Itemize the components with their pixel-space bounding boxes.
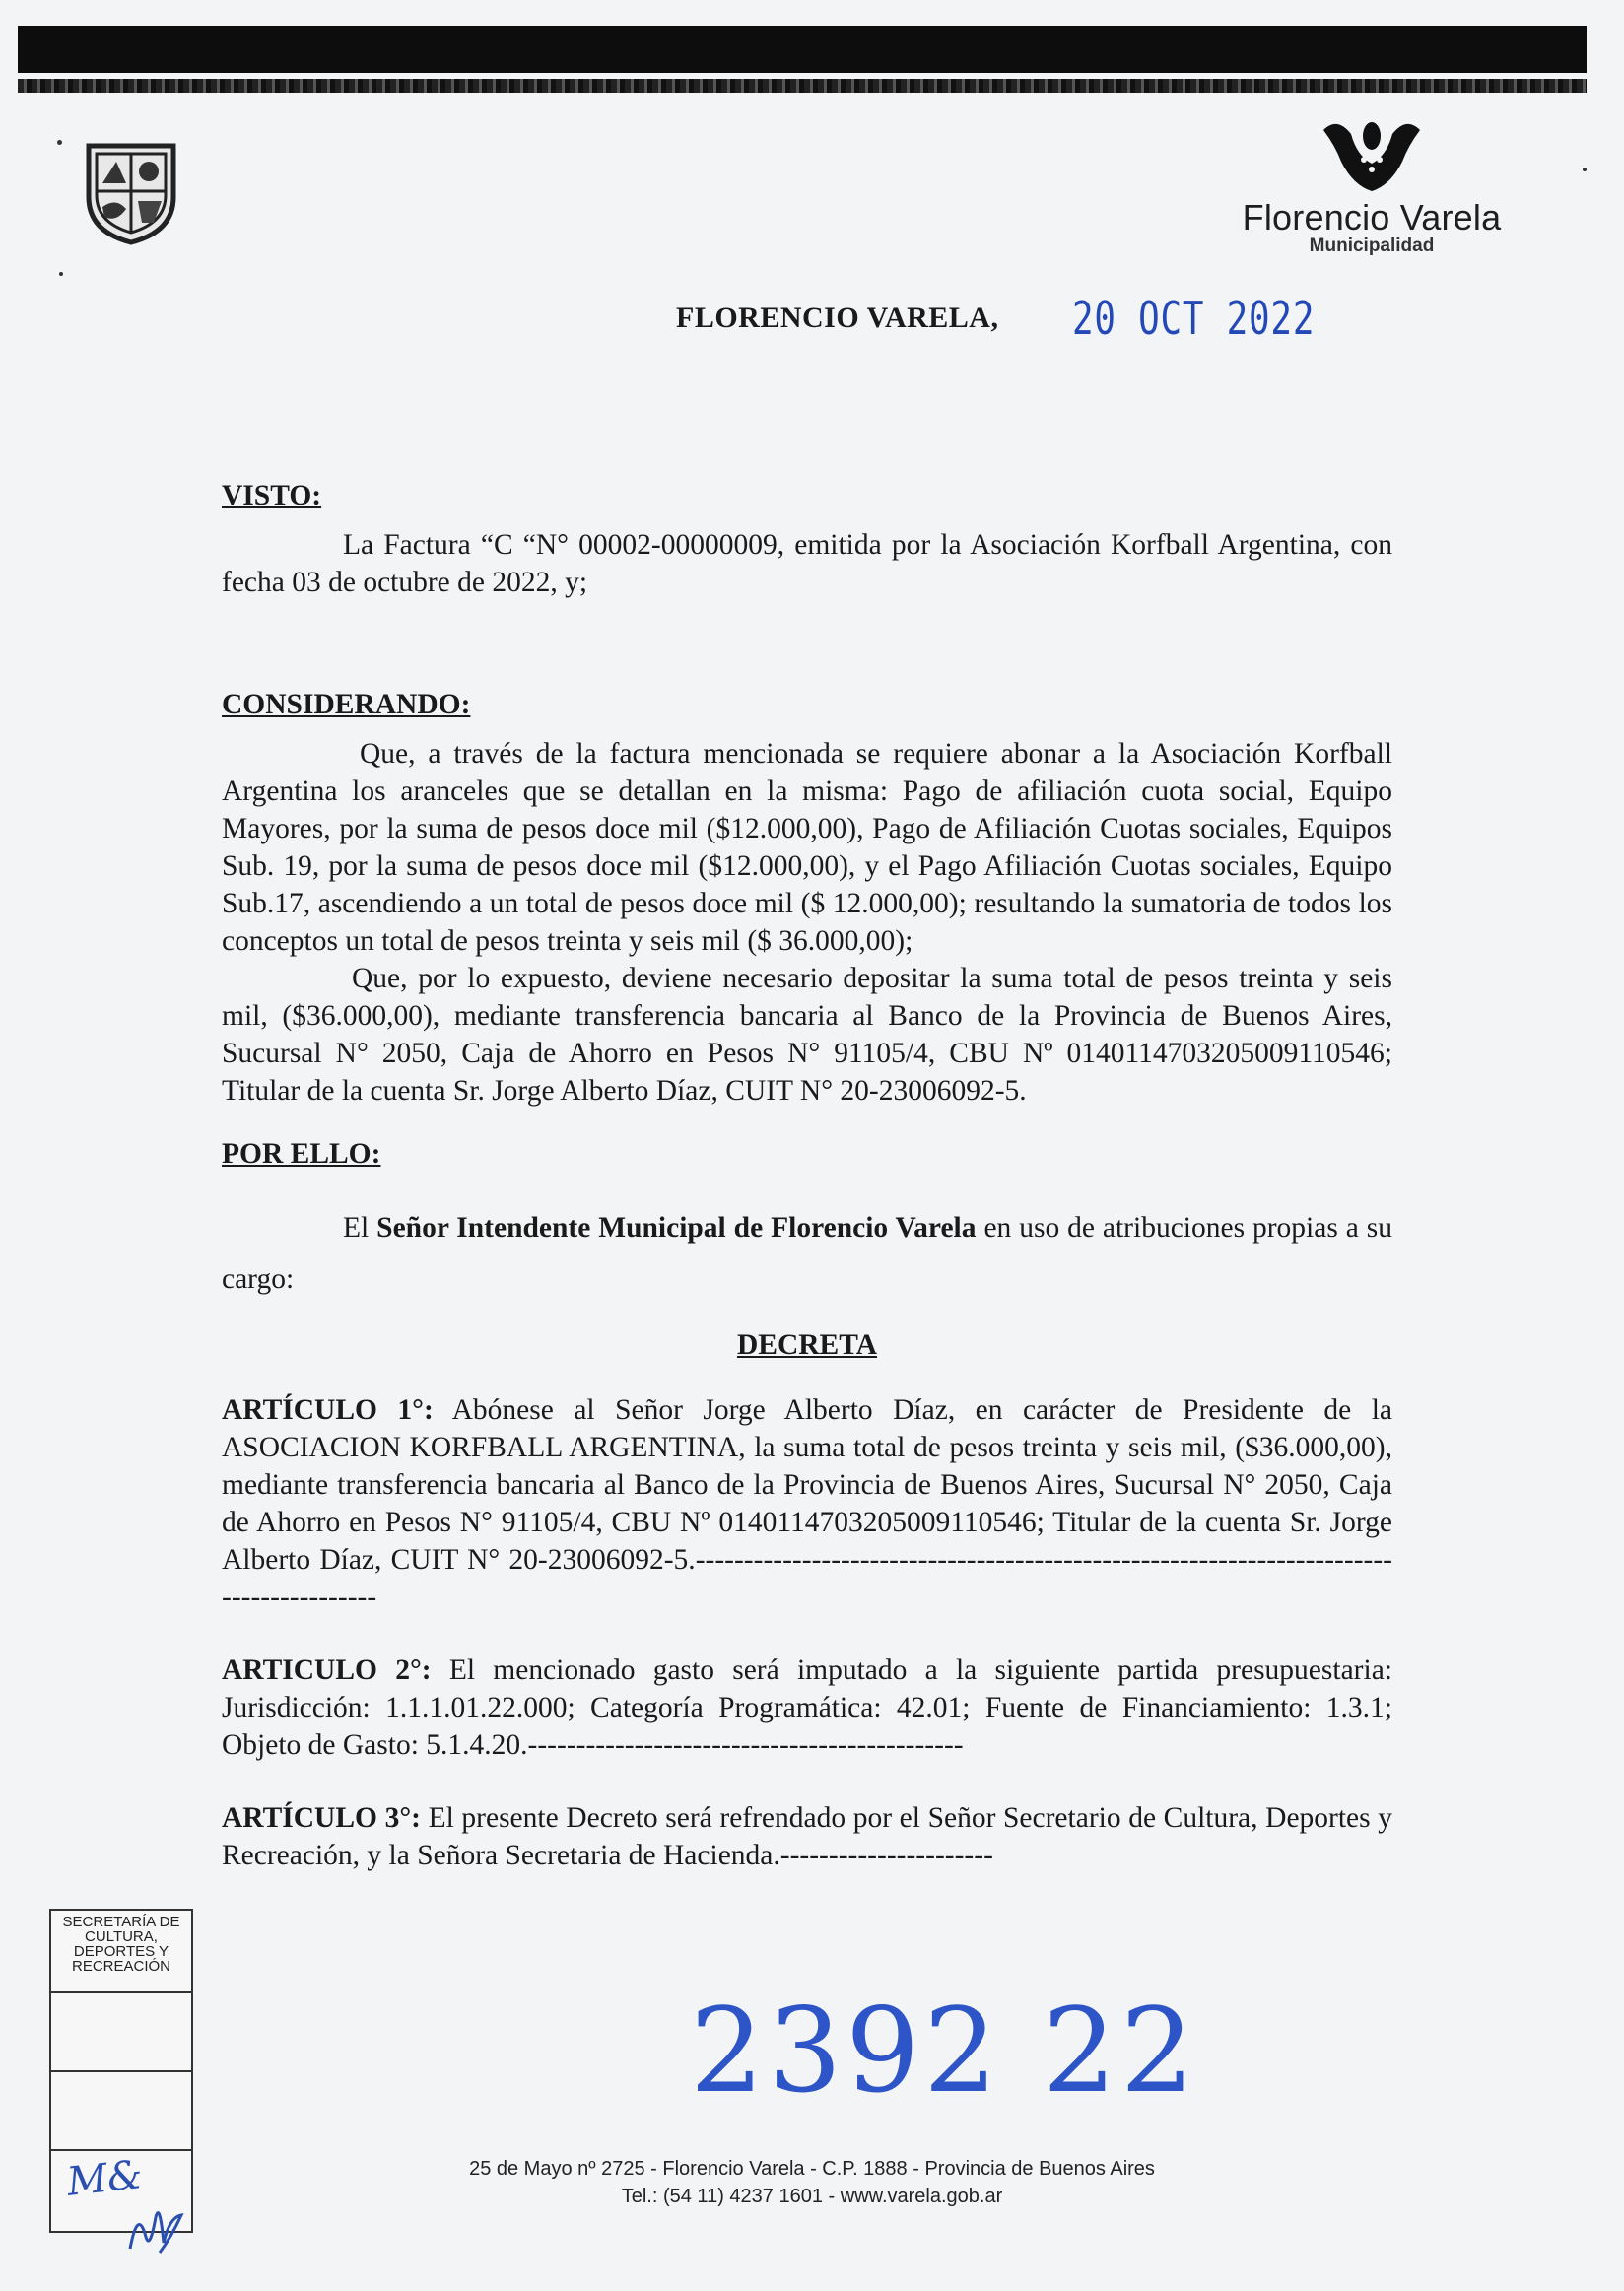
document-place: FLORENCIO VARELA,: [676, 302, 999, 334]
intro-before: El: [343, 1212, 377, 1244]
scan-top-bar: [18, 26, 1587, 73]
considerando-heading: CONSIDERANDO:: [222, 689, 471, 720]
intro-bold: Señor Intendente Municipal de Florencio Varela: [376, 1212, 977, 1244]
decree-number-stamp: 2392 22: [690, 1983, 1198, 2119]
article-1-filler: ----------------------------------------------------------------------------------------: [222, 1544, 1392, 1613]
article-3-filler: ----------------------: [779, 1840, 993, 1871]
article-1-label: ARTÍCULO 1°:: [222, 1394, 434, 1426]
article-2-filler: ---------------------------------------------: [527, 1729, 964, 1761]
approval-cell: [51, 2072, 191, 2151]
scan-top-edge: [18, 79, 1587, 93]
article-3: [222, 1799, 1392, 1874]
article-2: [222, 1651, 1392, 1764]
article-3-label: ARTÍCULO 3°:: [222, 1802, 421, 1834]
article-1-text: Abónese al Señor Jorge Alberto Díaz, en carácter de Presidente de la ASOCIACION KORFBALL ARGENTINA, la suma total de pesos treinta y seis mil, ($36.000,00), mediante transferencia bancaria al Banco de la Provincia de Buenos Aires, Sucursal N° 2050, Caja de Ahorro en Pesos N° 91105/4, CBU Nº 0140114703205009110546; Titular de la cuenta Sr. Jorge Alberto Díaz, CUIT N° 20-23006092-5.: [222, 1394, 1392, 1576]
article-3-text: El presente Decreto será refrendado por el Señor Secretario de Cultura, Deportes y Recreación, y la Señora Secretaria de Hacienda.: [222, 1802, 1392, 1871]
footer-contact: Tel.: (54 11) 4237 1601 - www.varela.gob.ar: [621, 2186, 1003, 2207]
approval-cell: [51, 1993, 191, 2072]
secretariat-header: SECRETARÍA DE CULTURA, DEPORTES Y RECREACIÓN: [51, 1911, 191, 1993]
logo-name: Florencio Varela: [1242, 197, 1502, 237]
considerando-paragraph-2: Que, por lo expuesto, deviene necesario depositar la suma total de pesos treinta y seis mil, ($36.000,00), mediante transferencia bancaria al Banco de la Provincia de Buenos Aires, Sucursal N° 2050, Caja de Ahorro en Pesos N° 91105/4, CBU Nº 0140114703205009110546; Titular de la cuenta Sr. Jorge Alberto Díaz, CUIT N° 20-23006092-5.: [222, 963, 1392, 1107]
date-stamp: 20 OCT 2022: [1072, 292, 1316, 345]
footer-address: 25 de Mayo nº 2725 - Florencio Varela - C.P. 1888 - Provincia de Buenos Aires: [469, 2158, 1155, 2180]
scan-speck: [59, 272, 63, 276]
logo-subtitle: Municipalidad: [1309, 236, 1435, 256]
intro-after: en uso de atribuciones propias a su cargo:: [222, 1212, 1393, 1295]
municipality-logo: [1204, 116, 1539, 254]
handwritten-initials: M&: [64, 2152, 145, 2205]
considerando-paragraph-1: Que, a través de la factura mencionada se requiere abonar a la Asociación Korfball Argentina los aranceles que se detallan en la misma: Pago de afiliación cuota social, Equipo Mayores, por la suma de pesos doce mil ($12.000,00), Pago de Afiliación Cuotas sociales, Equipos Sub. 19, por la suma de pesos doce mil ($12.000,00), y el Pago Afiliación Cuotas sociales, Equipo Sub.17, ascendiendo a un total de pesos doce mil ($ 12.000,00); resultando la sumatoria de todos los conceptos un total de pesos treinta y seis mil ($ 36.000,00);: [222, 738, 1392, 957]
por-ello-heading: POR ELLO:: [222, 1138, 381, 1170]
flower-logo-icon: [1318, 116, 1426, 193]
decreta-heading: DECRETA: [736, 1329, 878, 1361]
article-2-text: El mencionado gasto será imputado a la siguiente partida presupuestaria: Jurisdicción: 1.1.1.01.22.000; Categoría Programática: 42.01; Fuente de Financiamiento: 1.3.1; Objeto de Gasto: 5.1.4.20.: [222, 1654, 1392, 1761]
scan-speck: [57, 140, 62, 145]
visto-heading: VISTO:: [222, 480, 322, 511]
visto-text: La Factura “C “N° 00002-00000009, emitida por la Asociación Korfball Argentina, con fecha 03 de octubre de 2022, y;: [222, 529, 1392, 598]
scan-speck: [1583, 168, 1587, 171]
coat-of-arms-icon: [77, 138, 185, 246]
article-1: [222, 1391, 1392, 1616]
por-ello-intro: [222, 1202, 1392, 1305]
decree-body: [222, 477, 1392, 1874]
article-2-label: ARTICULO 2°:: [222, 1654, 432, 1686]
